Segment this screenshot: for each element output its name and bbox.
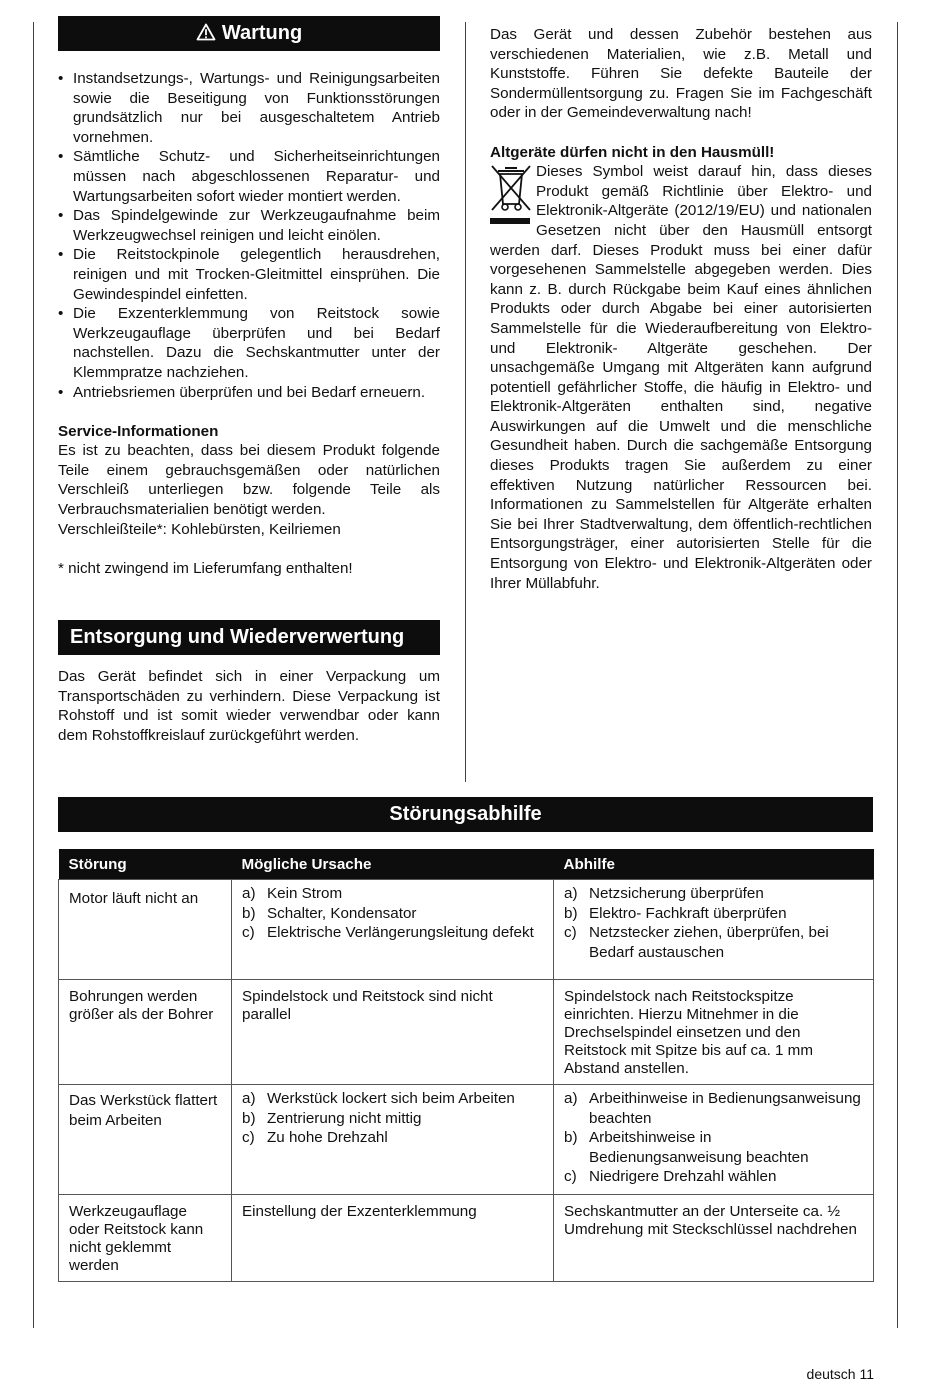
table-row [59, 980, 874, 1085]
table-header-row [59, 849, 874, 880]
list-item: • Antriebsriemen überprüfen und bei Bedarf erneuern. [58, 383, 440, 403]
list-item: • Das Spindelgewinde zur Werkzeugaufnahme beim Werkzeugwechsel reinigen und leicht einölen. [58, 206, 440, 245]
altgeraete-heading: Altgeräte dürfen nicht in den Hausmüll! [490, 143, 775, 161]
cause-cell: Einstellung der Exzenterklemmung [232, 1195, 554, 1282]
entsorgung-heading: Entsorgung und Wiederverwertung [58, 620, 440, 655]
list-item: a) Werkstück lockert sich beim Arbeiten [242, 1090, 515, 1107]
material-text: Das Gerät und dessen Zubehör bestehen aus verschiedenen Materialien, wie z.B. Metall und Kunststoffe. Führen Sie defekte Bauteile der Sondermüllentsorgung zu. Fragen Sie im Fachgeschäft oder in der Gemeindeverwaltung nach! [490, 26, 872, 122]
column-divider [465, 22, 466, 782]
entsorgung-text: Das Gerät befindet sich in einer Verpackung um Transportschäden zu verhindern. Diese Verpackung ist Rohstoff und ist somit wieder verwendbar oder kann dem Rohstoffkreislauf zurückgeführt werden. [58, 668, 440, 744]
page-number: deutsch 11 [806, 1366, 874, 1382]
left-column [58, 16, 440, 578]
stoerungsabhilfe-heading: Störungsabhilfe [58, 797, 873, 832]
left-margin-rule [33, 22, 34, 1328]
list-item: a) Netzsicherung überprüfen [564, 885, 764, 902]
wartung-title: Wartung [221, 22, 303, 44]
list-item: c) Zu hohe Drehzahl [242, 1129, 388, 1147]
table-row [59, 1195, 874, 1282]
remedy-cell: Sechskantmutter an der Unterseite ca. ½ Umdrehung mit Steckschlüssel nachdrehen [554, 1195, 874, 1282]
problem-cell: Werkzeugauflage oder Reitstock kann nicht geklemmt werden [59, 1195, 232, 1282]
remedy-cell [554, 880, 874, 980]
service-heading: Service-Informationen [58, 422, 219, 440]
altgeraete-text: Dieses Symbol weist darauf hin, dass dieses Produkt gemäß Richtlinie über Elektro- und Elektronik-Altgeräte (2012/19/EU) und nationalen Gesetzen nicht über den Hausmüll entsorgt werden darf. Dieses Produkt muss bei einer dafür vorgesehenen Sammelstelle abgegeben werden. Dies kann z. B. durch Rückgabe beim Kauf eines ähnlichen Produkts oder durch Abgabe bei einer autorisierten Sammelstelle für die Wiederaufbereitung von Elektro- und Elektronik- Altgeräte geschehen. Der unsachgemäße Umgang mit Altgeräten kann aufgrund potentiell gefährlicher Stoffe, die häufig in Elektro- und Elektronik-Altgeräten enthalten sind, negative Auswirkungen auf die Umwelt und die menschliche Gesundheit haben. Durch die sachgemäße Entsorgung dieses Produkts tragen Sie außerdem zu einer effektiven Nutzung natürlicher Ressourcen bei. Informationen zu Sammelstellen für Altgeräte erhalten Sie bei Ihrer Stadtverwaltung, dem öffentlich-rechtlichen Entsorgungsträger, einer autorisierten Stelle für die Entsorgung von Elektro- und Elektronik-Altgeräten oder Ihrer Müllabfuhr. [490, 163, 872, 592]
list-item: b) Elektro- Fachkraft überprüfen [564, 904, 787, 922]
troubleshooting-table [58, 849, 874, 1282]
wear-parts: Verschleißteile*: Kohlebürsten, Keilriemen [58, 520, 341, 538]
column-header-remedy: Abhilfe [554, 849, 874, 880]
table-row [59, 1085, 874, 1195]
cause-cell [232, 1085, 554, 1195]
column-header-problem: Störung [59, 849, 232, 880]
warning-triangle-icon [196, 23, 216, 41]
table-row [59, 880, 874, 980]
altgeraete-block [490, 162, 872, 593]
problem-cell: Das Werkstück flattert beim Arbeiten [59, 1085, 232, 1195]
problem-cell: Motor läuft nicht an [59, 880, 232, 980]
list-item: b) Zentrierung nicht mittig [242, 1109, 422, 1127]
crossed-out-wheelie-bin-icon [490, 164, 534, 226]
column-header-cause: Mögliche Ursache [232, 849, 554, 880]
entsorgung-section [58, 620, 440, 745]
list-item: • Die Exzenterklemmung von Reitstock sowie Werkzeugauflage überprüfen und bei Bedarf nachstellen. Dazu die Sechskantmutter unter der Klemmpratze nachziehen. [58, 304, 440, 382]
remedy-cell [554, 1085, 874, 1195]
list-item: c) Netzstecker ziehen, überprüfen, bei Bedarf austauschen [564, 924, 829, 961]
service-text: Es ist zu beachten, dass bei diesem Produkt folgende Teile einem gebrauchsgemäßen oder natürlichen Verschleiß unterliegen bzw. folgende Teile als Verbrauchsmaterialien benötigt werden. [58, 442, 440, 519]
list-item: • Instandsetzungs-, Wartungs- und Reinigungsarbeiten sowie die Beseitigung von Funktionsstörungen grundsätzlich nur bei ausgeschaltetem Antrieb vornehmen. [58, 69, 440, 147]
problem-cell: Bohrungen werden größer als der Bohrer [59, 980, 232, 1085]
list-item: c) Elektrische Verlängerungsleitung defekt [242, 924, 534, 942]
list-item: a) Arbeithinweise in Bedienungsanweisung beachten [564, 1090, 861, 1127]
list-item: • Sämtliche Schutz- und Sicherheitseinrichtungen müssen nach abgeschlossenen Reparatur- und Wartungsarbeiten sofort wieder montiert werden. [58, 147, 440, 206]
list-item: b) Schalter, Kondensator [242, 904, 417, 922]
list-item: • Die Reitstockpinole gelegentlich herausdrehen, reinigen und mit Trocken-Gleitmittel einsprühen. Die Gewindespindel einfetten. [58, 245, 440, 304]
list-item: a) Kein Strom [242, 885, 343, 902]
remedy-cell: Spindelstock nach Reitstockspitze einrichten. Hierzu Mitnehmer in die Drechselspindel einsetzen und den Reitstock mit Spitze bis auf ca. 1 mm Abstand anstellen. [554, 980, 874, 1085]
wartung-heading [58, 16, 440, 51]
footnote: * nicht zwingend im Lieferumfang enthalten! [58, 559, 353, 577]
right-margin-rule [897, 22, 898, 1328]
right-column [490, 25, 872, 593]
cause-cell [232, 880, 554, 980]
list-item: b) Arbeitshinweise in Bedienungsanweisung beachten [564, 1129, 809, 1166]
wartung-list [58, 69, 440, 402]
list-item: c) Niedrigere Drehzahl wählen [564, 1168, 777, 1186]
cause-cell: Spindelstock und Reitstock sind nicht parallel [232, 980, 554, 1085]
